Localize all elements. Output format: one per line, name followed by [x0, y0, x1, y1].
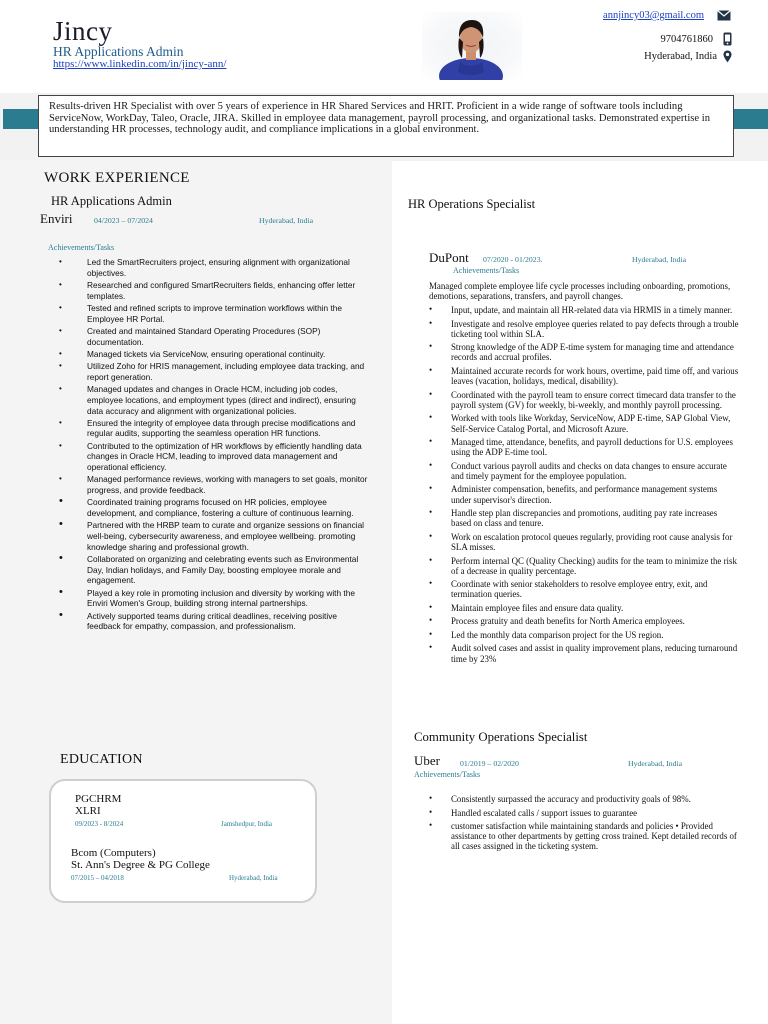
- list-item: • Work on escalation protocol queues regularly, providing root cause analysis for SLA misses.: [429, 532, 739, 552]
- list-item: • Contributed to the optimization of HR workflows by efficiently handling data changes in Oracle HCM, leading to improved data management and operational efficiency.: [59, 441, 371, 473]
- list-item: • Audit solved cases and assist in quality improvement plans, reducing turnaround time by 23%: [429, 643, 739, 663]
- work-experience-heading: WORK EXPERIENCE: [44, 170, 190, 186]
- enviri-task-list: [59, 257, 371, 634]
- list-item: • Led the SmartRecruiters project, ensuring alignment with organizational objectives.: [59, 257, 371, 278]
- dupont-achievements-label: Achievements/Tasks: [453, 266, 520, 275]
- list-item: • Utilized Zoho for HRIS management, including employee data tracking, and report generation.: [59, 361, 371, 382]
- accent-tab-right: [728, 109, 768, 129]
- edu-location-1: Jamshedpur, India: [221, 820, 273, 828]
- phone-row: [661, 32, 733, 46]
- uber-role: Community Operations Specialist: [414, 730, 588, 744]
- list-item: • Led the monthly data comparison project for the US region.: [429, 630, 739, 640]
- edu-degree-2: Bcom (Computers): [71, 847, 156, 859]
- list-item: • Coordinate with senior stakeholders to resolve employee entry, exit, and termination queries.: [429, 579, 739, 599]
- education-card: [49, 779, 317, 903]
- uber-dates: 01/2019 – 02/2020: [460, 759, 519, 768]
- list-item: • Conduct various payroll audits and checks on data changes to ensure accurate and timely payment for the employee population.: [429, 461, 739, 481]
- location-text: Hyderabad, India: [644, 51, 717, 62]
- list-item: • Researched and configured SmartRecruiters fields, enhancing offer letter templates.: [59, 280, 371, 301]
- edu-school-2: St. Ann's Degree & PG College: [71, 859, 210, 871]
- dupont-dates: 07/2020 - 01/2023.: [483, 255, 543, 264]
- enviri-role: HR Applications Admin: [51, 194, 172, 208]
- edu-dates-1: 09/2023 - 8/2024: [75, 820, 124, 828]
- list-item: • Tested and refined scripts to improve termination workflows within the Employee HR Portal.: [59, 303, 371, 324]
- list-item: • customer satisfaction while maintaining standards and policies • Provided assistance to other departments by getting cross trained. Kept detailed records of all cases assigned in the ticketing system.: [429, 821, 739, 852]
- list-item: • Managed tickets via ServiceNow, ensuring operational continuity.: [59, 349, 371, 360]
- enviri-dates: 04/2023 – 07/2024: [94, 216, 153, 225]
- email-link[interactable]: annjincy03@gmail.com: [603, 10, 704, 21]
- uber-company: Uber: [414, 753, 440, 768]
- edu-degree-1: PGCHRM: [75, 793, 122, 805]
- edu-dates-2: 07/2015 – 04/2018: [71, 874, 124, 882]
- list-item: • Input, update, and maintain all HR-related data via HRMIS in a timely manner.: [429, 305, 739, 315]
- professional-summary: Results-driven HR Specialist with over 5 years of experience in HR Shared Services and HRIT. Proficient in a wide range of software tools including ServiceNow, WorkDay, Taleo, Oracle, JIRA. Skilled in employee data management, payroll processing, and organizational tasks. Demonstrated expertise in understanding HR processes, technology audit, and compliance implications in a global environment.: [38, 95, 734, 157]
- candidate-name: Jincy: [53, 16, 113, 46]
- list-item: • Consistently surpassed the accuracy and productivity goals of 98%.: [429, 794, 739, 804]
- dupont-task-list: [429, 305, 739, 667]
- envelope-icon: [716, 10, 732, 21]
- phone-number: 9704761860: [660, 33, 713, 45]
- list-item: • Collaborated on organizing and celebrating events such as Environmental Day, Indian holidays, and Family Day, boosting employee morale and engagement.: [59, 554, 371, 586]
- list-item: • Handled escalated calls / support issues to guarantee: [429, 808, 739, 818]
- list-item: • Perform internal QC (Quality Checking) audits for the team to minimize the risk of a decrease in quality percentage.: [429, 556, 739, 576]
- dupont-intro: Managed complete employee life cycle processes including onboarding, promotions, demotions, separations, transfers, and payroll changes.: [429, 281, 731, 302]
- enviri-achievements-label: Achievements/Tasks: [48, 243, 115, 252]
- email-row: [603, 10, 732, 21]
- profile-photo: [422, 12, 522, 80]
- list-item: • Process gratuity and death benefits for North America employees.: [429, 616, 739, 626]
- uber-task-list: [429, 794, 739, 855]
- list-item: • Administer compensation, benefits, and performance management systems under supervisor's direction.: [429, 484, 739, 504]
- list-item: • Coordinated training programs focused on HR policies, employee development, and compliance, fostering a culture of continuous learning.: [59, 497, 371, 518]
- dupont-company: DuPont: [429, 250, 469, 265]
- list-item: • Maintain employee files and ensure data quality.: [429, 603, 739, 613]
- list-item: • Ensured the integrity of employee data through precise modifications and regular audits, supporting the seamless operation HR functions.: [59, 418, 371, 439]
- uber-location: Hyderabad, India: [628, 759, 683, 768]
- dupont-location: Hyderabad, India: [632, 255, 687, 264]
- enviri-company: Enviri: [40, 211, 73, 226]
- avatar: [422, 12, 522, 80]
- location-row: [644, 50, 732, 63]
- education-heading: EDUCATION: [60, 752, 143, 767]
- linkedin-link[interactable]: https://www.linkedin.com/in/jincy-ann/: [53, 58, 227, 70]
- list-item: • Maintained accurate records for work hours, overtime, paid time off, and various leaves (vacation, holidays, medical, disability).: [429, 366, 739, 386]
- list-item: • Created and maintained Standard Operating Procedures (SOP) documentation.: [59, 326, 371, 347]
- list-item: • Partnered with the HRBP team to curate and organize sessions on financial well-being, cybersecurity awareness, and employee wellbeing. promoting knowledge sharing and professional growth.: [59, 520, 371, 552]
- edu-location-2: Hyderabad, India: [229, 874, 278, 882]
- phone-icon: [723, 32, 732, 46]
- edu-school-1: XLRI: [75, 805, 101, 817]
- list-item: • Strong knowledge of the ADP E-time system for managing time and attendance records and accrual profiles.: [429, 342, 739, 362]
- list-item: • Managed performance reviews, working with managers to set goals, monitor progress, and provide feedback.: [59, 474, 371, 495]
- map-pin-icon: [723, 50, 732, 63]
- enviri-location: Hyderabad, India: [259, 216, 314, 225]
- list-item: • Played a key role in promoting inclusion and diversity by working with the Enviri Women's Group, building strong internal partnerships.: [59, 588, 371, 609]
- list-item: • Investigate and resolve employee queries related to pay defects through a trouble ticketing tool within SLA.: [429, 319, 739, 339]
- list-item: • Coordinated with the payroll team to ensure correct timecard data transfer to the payroll system (GV) for weekly, bi-weekly, and monthly payroll processing.: [429, 390, 739, 410]
- dupont-role: HR Operations Specialist: [408, 197, 536, 211]
- list-item: • Managed updates and changes in Oracle HCM, including job codes, employee locations, and employment types (direct and indirect), ensuring data accuracy and alignment with organizational policies.: [59, 384, 371, 416]
- list-item: • Handle step plan discrepancies and promotions, auditing pay rate increases based on class and tenure.: [429, 508, 739, 528]
- accent-tab-left: [3, 109, 41, 129]
- list-item: • Managed time, attendance, benefits, and payroll deductions for U.S. employees using the ADP E-time tool.: [429, 437, 739, 457]
- candidate-title: HR Applications Admin: [53, 44, 184, 59]
- list-item: • Actively supported teams during critical deadlines, receiving positive feedback for empathy, compassion, and professionalism.: [59, 611, 371, 632]
- list-item: • Worked with tools like Workday, ServiceNow, ADP E-time, SAP Global View, Self-Service Catalog Portal, and Microsoft Azure.: [429, 413, 739, 433]
- uber-achievements-label: Achievements/Tasks: [414, 770, 481, 779]
